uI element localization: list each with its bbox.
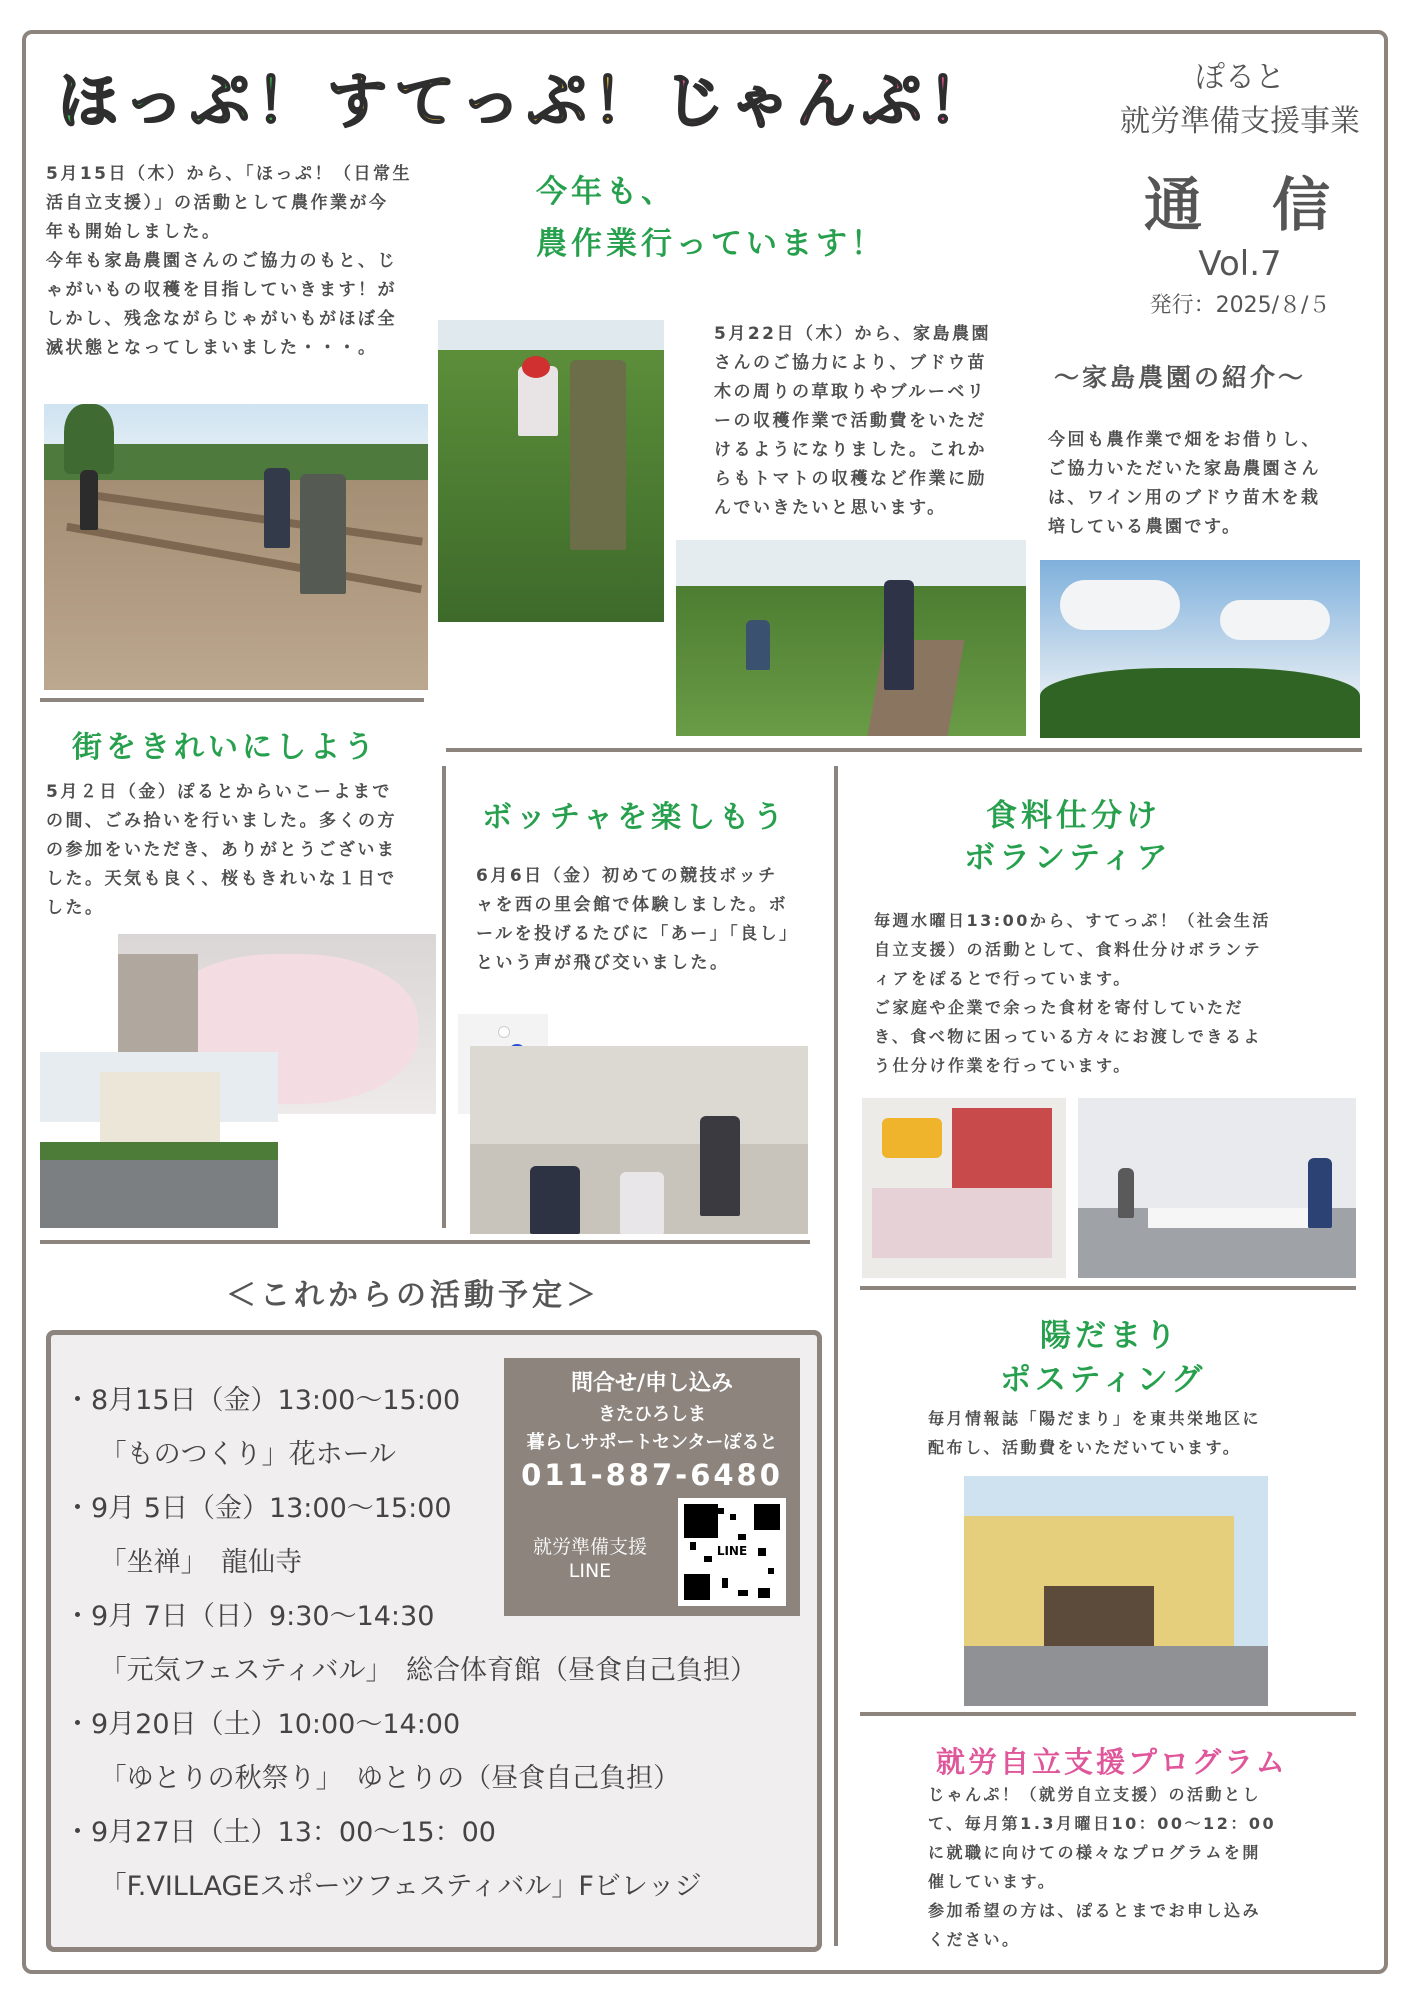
grape-vines-photo	[1040, 560, 1360, 738]
schedule-heading: ＜これからの活動予定＞	[226, 1278, 600, 1313]
cleanup-heading: 街をきれいにしよう	[72, 730, 378, 765]
food-heading-line1: 食料仕分け	[986, 798, 1161, 834]
org-name: ぽると	[1195, 60, 1285, 95]
farm-heading-line1: 今年も、	[536, 174, 676, 210]
program-heading: 就労自立支援プログラム	[936, 1745, 1288, 1779]
schedule-item-4-place: 「ゆとりの秋祭り」 ゆとりの（昼食自己負担）	[64, 1763, 681, 1794]
qr-line-logo: LINE	[712, 1542, 752, 1560]
volume-number: Vol.7	[1198, 244, 1282, 284]
potato-field-photo	[44, 404, 428, 690]
schedule-item-2-place: 「坐禅」 龍仙寺	[64, 1547, 303, 1578]
divider-mid	[446, 748, 1362, 752]
farm-intro-text: 5月15日（木）から、「ほっぷ！（日常生 活自立支援）」の活動として農作業が今 年も開始しました。 今年も家島農園さんのご協力のもと、じ ゃがいもの収穫を目指していきます！が しかし、残念ながらじゃがいもがほぼ全 滅状態となってしまいました・・・。	[46, 164, 412, 358]
line-label: 就労準備支援	[532, 1536, 647, 1558]
schedule-item-4-date: ・9月20日（土）10:00～14:00	[64, 1709, 461, 1740]
divider-vert-1	[442, 766, 446, 1228]
food-text: 毎週水曜日13:00から、すてっぷ！（社会生活 自立支援）の活動として、食料仕分けボランテ ィアをぽるとで行っています。 ご家庭や企業で余った食材を寄付していただ き、食べ物に困っている方々にお渡しできるよ う仕分け作業を行っています。	[874, 911, 1271, 1075]
building-photo	[964, 1476, 1268, 1706]
title-step: すてっぷ！	[327, 67, 659, 137]
line-label-2: LINE	[568, 1560, 612, 1582]
farm-heading-line2: 農作業行っています！	[536, 226, 886, 262]
contact-org2: 暮らしサポートセンターぽると	[526, 1432, 778, 1453]
boccia-text: 6月6日（金）初めての競技ボッチ ャを西の里会館で体験しました。ボ ールを投げるたびに「あー」「良し」 という声が飛び交いました。	[476, 866, 799, 973]
divider-right-1	[860, 1286, 1356, 1290]
title-jump: じゃんぷ！	[664, 67, 994, 137]
posting-heading-line2: ポスティング	[1000, 1362, 1207, 1398]
blueberry-harvest-photo	[438, 320, 664, 622]
contact-phone[interactable]: 011-887-6480	[521, 1458, 783, 1492]
ieshima-text: 今回も農作業で畑をお借りし、 ご協力いただいた家島農園さん は、ワイン用のブドウ苗木を栽 培している農園です。	[1048, 430, 1321, 537]
posting-text: 毎月情報誌「陽だまり」を東共栄地区に 配布し、活動費をいただいています。	[928, 1409, 1262, 1457]
grape-rows-photo	[676, 540, 1026, 736]
line-qr-code[interactable]	[678, 1498, 786, 1606]
title-hop: ほっぷ！	[58, 67, 322, 137]
org-program: 就労準備支援事業	[1120, 104, 1360, 139]
program-text: じゃんぷ！（就労自立支援）の活動とし て、毎月第1.3月曜日10：00～12：00 に就職に向けての様々なプログラムを開 催しています。 参加希望の方は、ぽるとまでお申し込み ください。	[928, 1785, 1277, 1949]
schedule-item-5-date: ・9月27日（土）13：00～15：00	[64, 1817, 496, 1848]
posting-heading-line1: 陽だまり	[1040, 1318, 1180, 1354]
schedule-item-2-date: ・9月 5日（金）13:00～15:00	[64, 1493, 452, 1524]
boccia-heading: ボッチャを楽しもう	[482, 800, 788, 835]
cleanup-text: 5月２日（金）ぽるとからいこーよまで の間、ごみ拾いを行いました。多くの方 の参加をいただき、ありがとうございま した。天気も良く、桜もきれいな１日で した。	[46, 782, 397, 918]
street-cleanup-photo	[40, 1052, 278, 1228]
divider-schedule	[40, 1240, 810, 1244]
newsletter-title	[58, 54, 1098, 137]
food-sorting-room-photo	[1078, 1098, 1356, 1278]
divider-left-top	[40, 698, 424, 702]
grape-work-text: 5月22日（木）から、家島農園 さんのご協力により、ブドウ苗 木の周りの草取りやブルーベリ ーの収穫作業で活動費をいただ けるようになりました。これか らもトマトの収穫など作業に励 んでいきたいと思います。	[714, 324, 991, 518]
contact-heading: 問合せ/申し込み	[570, 1371, 734, 1396]
food-items-photo	[862, 1098, 1066, 1278]
tsushin-label: 通 信	[1143, 171, 1336, 239]
schedule-item-3-date: ・9月 7日（日）9:30～14:30	[64, 1601, 435, 1632]
divider-vert-2	[834, 766, 838, 1946]
schedule-item-3-place: 「元気フェスティバル」 総合体育館（昼食自己負担）	[64, 1655, 758, 1686]
divider-right-2	[860, 1712, 1356, 1716]
food-heading-line2: ボランティア	[964, 840, 1172, 876]
schedule-item-1-date: ・8月15日（金）13:00～15:00	[64, 1385, 461, 1416]
contact-org1: きたひろしま	[598, 1404, 706, 1425]
schedule-item-5-place: 「F.VILLAGEスポーツフェスティバル」Fビレッジ	[64, 1871, 702, 1902]
boccia-hall-photo	[470, 1046, 808, 1234]
schedule-item-1-place: 「ものつくり」花ホール	[64, 1439, 397, 1470]
ieshima-heading: ～家島農園の紹介～	[1054, 363, 1307, 392]
issue-date: 発行：2025/８/５	[1149, 293, 1331, 318]
